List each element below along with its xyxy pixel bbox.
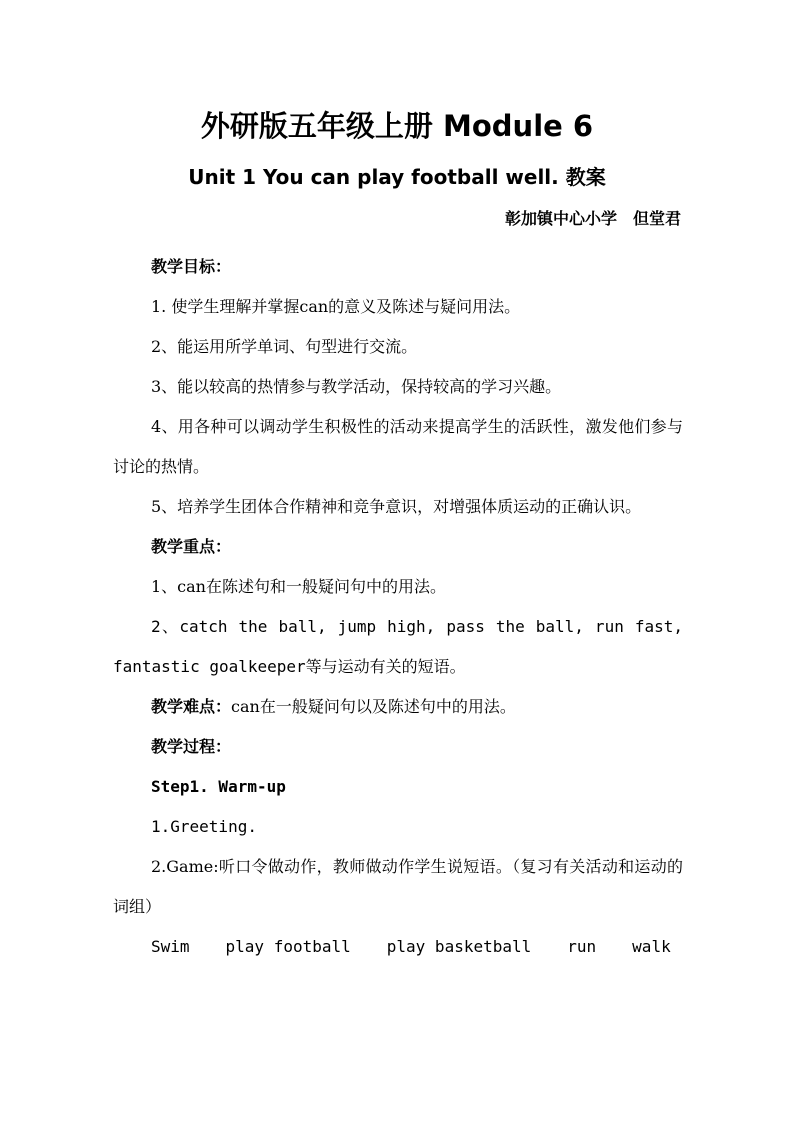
key-point-item: 1、can在陈述句和一般疑问句中的用法。 xyxy=(151,577,446,596)
word-item: walk xyxy=(632,937,671,956)
document-author: 彰加镇中心小学 但堂君 xyxy=(504,209,681,228)
objectives-heading: 教学目标： xyxy=(151,257,232,276)
process-heading: 教学过程： xyxy=(151,737,232,756)
objective-item: 2、能运用所学单词、句型进行交流。 xyxy=(151,337,418,356)
objective-item: 3、能以较高的热情参与教学活动，保持较高的学习兴趣。 xyxy=(151,377,562,396)
word-item: run xyxy=(567,937,597,956)
document-body xyxy=(113,247,683,967)
greeting-item: 1.Greeting. xyxy=(151,817,257,836)
step1-heading: Step1. Warm-up xyxy=(151,777,286,796)
key-points-heading: 教学重点： xyxy=(151,537,232,556)
key-point-item: 2、catch the ball, jump high, pass the ball, run fast, fantastic goalkeeper等与运动有关的短语。 xyxy=(113,617,683,676)
objective-item: 4、用各种可以调动学生积极性的活动来提高学生的活跃性，激发他们参与讨论的热情。 xyxy=(113,417,683,476)
difficulty-heading: 教学难点： xyxy=(151,697,232,716)
objective-item: 5、培养学生团体合作精神和竞争意识，对增强体质运动的正确认识。 xyxy=(151,497,642,516)
document-subtitle: Unit 1 You can play football well. 教案 xyxy=(188,165,606,189)
word-item: Swim xyxy=(151,937,190,956)
document-title: 外研版五年级上册 Module 6 xyxy=(200,109,594,143)
objective-item: 1. 使学生理解并掌握can的意义及陈述与疑问用法。 xyxy=(151,297,521,316)
difficulty-text: can在一般疑问句以及陈述句中的用法。 xyxy=(231,697,516,716)
difficulty-paragraph xyxy=(113,687,683,727)
word-list xyxy=(113,927,683,967)
word-item: play football xyxy=(225,937,351,956)
word-item: play basketball xyxy=(386,937,532,956)
game-item: 2.Game:听口令做动作，教师做动作学生说短语。（复习有关活动和运动的词组） xyxy=(113,857,683,916)
